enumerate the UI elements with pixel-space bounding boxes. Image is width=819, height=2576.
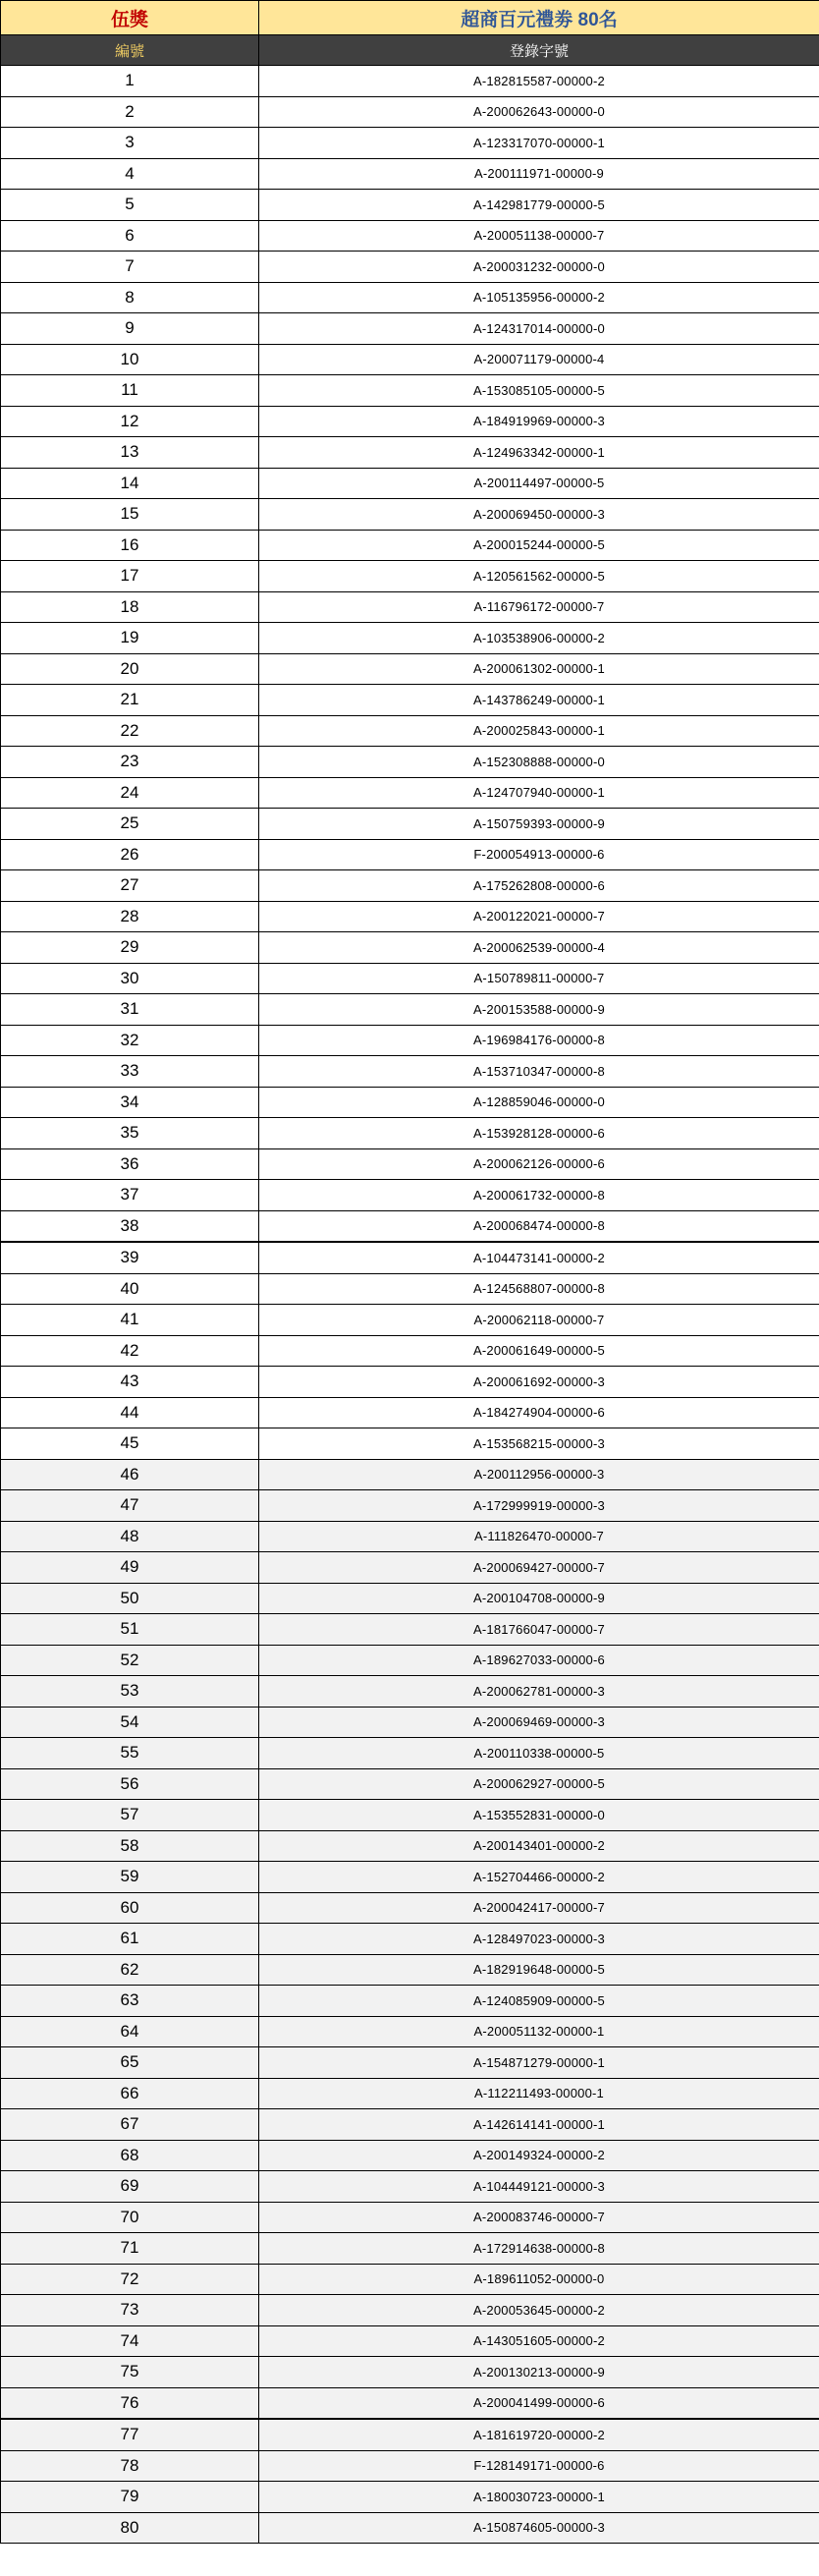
row-number: 51 <box>1 1614 259 1646</box>
table-row <box>1 1707 819 1738</box>
row-number: 34 <box>1 1087 259 1118</box>
registration-code: A-200061302-00000-1 <box>259 653 819 685</box>
table-row <box>1 1954 819 1986</box>
registration-code: A-124963342-00000-1 <box>259 437 819 469</box>
table-row <box>1 1583 819 1614</box>
registration-code: A-200051138-00000-7 <box>259 220 819 252</box>
table-row <box>1 1862 819 1893</box>
registration-code: A-200143401-00000-2 <box>259 1830 819 1862</box>
prize-title: 伍獎 <box>1 1 259 35</box>
table-row <box>1 313 819 345</box>
registration-code: A-200069450-00000-3 <box>259 499 819 531</box>
registration-code: A-184919969-00000-3 <box>259 406 819 437</box>
table-row <box>1 2450 819 2482</box>
table-row <box>1 2295 819 2326</box>
row-number: 58 <box>1 1830 259 1862</box>
row-number: 54 <box>1 1707 259 1738</box>
table-row <box>1 1335 819 1367</box>
row-number: 48 <box>1 1521 259 1552</box>
row-number: 55 <box>1 1738 259 1769</box>
registration-code: A-200061732-00000-8 <box>259 1180 819 1211</box>
table-row <box>1 1800 819 1831</box>
row-number: 45 <box>1 1428 259 1460</box>
row-number: 9 <box>1 313 259 345</box>
registration-code: A-200061692-00000-3 <box>259 1367 819 1398</box>
registration-code: A-143786249-00000-1 <box>259 685 819 716</box>
table-row <box>1 1025 819 1056</box>
registration-code: A-200062781-00000-3 <box>259 1676 819 1708</box>
registration-code: A-152704466-00000-2 <box>259 1862 819 1893</box>
registration-code: A-200053645-00000-2 <box>259 2295 819 2326</box>
table-row <box>1 499 819 531</box>
row-number: 62 <box>1 1954 259 1986</box>
registration-code: A-200083746-00000-7 <box>259 2202 819 2233</box>
row-number: 39 <box>1 1242 259 1273</box>
table-row <box>1 158 819 190</box>
table-row <box>1 128 819 159</box>
row-number: 14 <box>1 468 259 499</box>
table-row <box>1 809 819 840</box>
table-row <box>1 96 819 128</box>
registration-code: A-142614141-00000-1 <box>259 2109 819 2141</box>
row-number: 37 <box>1 1180 259 1211</box>
row-number: 25 <box>1 809 259 840</box>
registration-code: A-200122021-00000-7 <box>259 901 819 932</box>
registration-code: A-153710347-00000-8 <box>259 1056 819 1088</box>
registration-code: A-200114497-00000-5 <box>259 468 819 499</box>
row-number: 3 <box>1 128 259 159</box>
registration-code: A-189627033-00000-6 <box>259 1645 819 1676</box>
row-number: 77 <box>1 2419 259 2450</box>
registration-code: A-112211493-00000-1 <box>259 2078 819 2109</box>
registration-code: F-200054913-00000-6 <box>259 839 819 870</box>
row-number: 11 <box>1 375 259 407</box>
row-number: 44 <box>1 1397 259 1428</box>
row-number: 32 <box>1 1025 259 1056</box>
table-row <box>1 561 819 592</box>
table-row <box>1 2419 819 2450</box>
registration-code: A-124568807-00000-8 <box>259 1273 819 1305</box>
row-number: 56 <box>1 1768 259 1800</box>
row-number: 52 <box>1 1645 259 1676</box>
registration-code: A-200062118-00000-7 <box>259 1305 819 1336</box>
registration-code: F-128149171-00000-6 <box>259 2450 819 2482</box>
registration-code: A-111826470-00000-7 <box>259 1521 819 1552</box>
row-number: 7 <box>1 252 259 283</box>
table-row <box>1 623 819 654</box>
table-row <box>1 282 819 313</box>
row-number: 67 <box>1 2109 259 2141</box>
table-row <box>1 777 819 809</box>
table-row <box>1 901 819 932</box>
table-row <box>1 2325 819 2357</box>
registration-code: A-200062126-00000-6 <box>259 1148 819 1180</box>
row-number: 76 <box>1 2387 259 2419</box>
table-row <box>1 1397 819 1428</box>
prize-description: 超商百元禮劵 80名 <box>259 1 819 35</box>
registration-code: A-200153588-00000-9 <box>259 994 819 1026</box>
row-number: 79 <box>1 2482 259 2513</box>
row-number: 36 <box>1 1148 259 1180</box>
table-row <box>1 1645 819 1676</box>
table-row <box>1 1892 819 1924</box>
table-row <box>1 2387 819 2419</box>
registration-code: A-150789811-00000-7 <box>259 963 819 994</box>
registration-code: A-200042417-00000-7 <box>259 1892 819 1924</box>
registration-code: A-196984176-00000-8 <box>259 1025 819 1056</box>
table-row <box>1 190 819 221</box>
row-number: 18 <box>1 591 259 623</box>
row-number: 66 <box>1 2078 259 2109</box>
row-number: 64 <box>1 2016 259 2047</box>
registration-code: A-200062539-00000-4 <box>259 932 819 964</box>
column-header-number: 編號 <box>1 35 259 66</box>
table-row <box>1 932 819 964</box>
registration-code: A-200051132-00000-1 <box>259 2016 819 2047</box>
row-number: 20 <box>1 653 259 685</box>
table-row <box>1 870 819 902</box>
table-row <box>1 1490 819 1522</box>
registration-code: A-189611052-00000-0 <box>259 2264 819 2295</box>
registration-code: A-104449121-00000-3 <box>259 2171 819 2203</box>
registration-code: A-200025843-00000-1 <box>259 715 819 747</box>
registration-code: A-200031232-00000-0 <box>259 252 819 283</box>
registration-code: A-143051605-00000-2 <box>259 2325 819 2357</box>
table-row <box>1 1552 819 1584</box>
table-row <box>1 2047 819 2079</box>
column-header-row <box>1 35 819 66</box>
row-number: 70 <box>1 2202 259 2233</box>
registration-code: A-105135956-00000-2 <box>259 282 819 313</box>
registration-code: A-200130213-00000-9 <box>259 2357 819 2388</box>
table-row <box>1 1118 819 1149</box>
registration-code: A-124085909-00000-5 <box>259 1986 819 2017</box>
registration-code: A-181766047-00000-7 <box>259 1614 819 1646</box>
row-number: 63 <box>1 1986 259 2017</box>
table-row <box>1 715 819 747</box>
registration-code: A-142981779-00000-5 <box>259 190 819 221</box>
row-number: 31 <box>1 994 259 1026</box>
table-row <box>1 375 819 407</box>
table-row <box>1 220 819 252</box>
registration-code: A-200149324-00000-2 <box>259 2140 819 2171</box>
row-number: 24 <box>1 777 259 809</box>
table-row <box>1 2078 819 2109</box>
registration-code: A-200069427-00000-7 <box>259 1552 819 1584</box>
table-row <box>1 2171 819 2203</box>
table-row <box>1 1738 819 1769</box>
table-row <box>1 1056 819 1088</box>
table-row <box>1 1428 819 1460</box>
row-number: 15 <box>1 499 259 531</box>
row-number: 53 <box>1 1676 259 1708</box>
row-number: 68 <box>1 2140 259 2171</box>
table-row <box>1 2109 819 2141</box>
registration-code: A-123317070-00000-1 <box>259 128 819 159</box>
registration-code: A-153928128-00000-6 <box>259 1118 819 1149</box>
table-row <box>1 437 819 469</box>
registration-code: A-184274904-00000-6 <box>259 1397 819 1428</box>
registration-code: A-200041499-00000-6 <box>259 2387 819 2419</box>
row-number: 30 <box>1 963 259 994</box>
table-row <box>1 1305 819 1336</box>
registration-code: A-128497023-00000-3 <box>259 1924 819 1955</box>
row-number: 80 <box>1 2512 259 2544</box>
registration-code: A-150759393-00000-9 <box>259 809 819 840</box>
row-number: 5 <box>1 190 259 221</box>
row-number: 38 <box>1 1210 259 1242</box>
registration-code: A-150874605-00000-3 <box>259 2512 819 2544</box>
registration-code: A-116796172-00000-7 <box>259 591 819 623</box>
row-number: 13 <box>1 437 259 469</box>
registration-code: A-175262808-00000-6 <box>259 870 819 902</box>
table-row <box>1 2140 819 2171</box>
table-row <box>1 963 819 994</box>
table-row <box>1 1676 819 1708</box>
registration-code: A-200068474-00000-8 <box>259 1210 819 1242</box>
table-row <box>1 1148 819 1180</box>
table-row <box>1 747 819 778</box>
registration-code: A-182919648-00000-5 <box>259 1954 819 1986</box>
registration-code: A-182815587-00000-2 <box>259 66 819 97</box>
table-row <box>1 1459 819 1490</box>
table-row <box>1 839 819 870</box>
registration-code: A-181619720-00000-2 <box>259 2419 819 2450</box>
row-number: 60 <box>1 1892 259 1924</box>
table-row <box>1 1830 819 1862</box>
registration-code: A-200112956-00000-3 <box>259 1459 819 1490</box>
table-row <box>1 2512 819 2544</box>
registration-code: A-200061649-00000-5 <box>259 1335 819 1367</box>
row-number: 8 <box>1 282 259 313</box>
row-number: 65 <box>1 2047 259 2079</box>
table-row <box>1 1242 819 1273</box>
row-number: 46 <box>1 1459 259 1490</box>
registration-code: A-200104708-00000-9 <box>259 1583 819 1614</box>
table-row <box>1 344 819 375</box>
row-number: 12 <box>1 406 259 437</box>
registration-code: A-103538906-00000-2 <box>259 623 819 654</box>
title-row <box>1 1 819 35</box>
row-number: 41 <box>1 1305 259 1336</box>
row-number: 40 <box>1 1273 259 1305</box>
row-number: 72 <box>1 2264 259 2295</box>
registration-code: A-152308888-00000-0 <box>259 747 819 778</box>
table-row <box>1 2233 819 2265</box>
table-row <box>1 1180 819 1211</box>
row-number: 42 <box>1 1335 259 1367</box>
row-number: 50 <box>1 1583 259 1614</box>
row-number: 61 <box>1 1924 259 1955</box>
registration-code: A-200071179-00000-4 <box>259 344 819 375</box>
table-row <box>1 2357 819 2388</box>
row-number: 71 <box>1 2233 259 2265</box>
row-number: 17 <box>1 561 259 592</box>
column-header-registration: 登錄字號 <box>259 35 819 66</box>
row-number: 33 <box>1 1056 259 1088</box>
table-row <box>1 994 819 1026</box>
row-number: 16 <box>1 530 259 561</box>
table-row <box>1 1924 819 1955</box>
registration-code: A-124707940-00000-1 <box>259 777 819 809</box>
registration-code: A-200062643-00000-0 <box>259 96 819 128</box>
registration-code: A-200111971-00000-9 <box>259 158 819 190</box>
table-row <box>1 1087 819 1118</box>
table-row <box>1 2202 819 2233</box>
table-row <box>1 1521 819 1552</box>
row-number: 26 <box>1 839 259 870</box>
registration-code: A-153085105-00000-5 <box>259 375 819 407</box>
table-row <box>1 2264 819 2295</box>
row-number: 47 <box>1 1490 259 1522</box>
registration-code: A-120561562-00000-5 <box>259 561 819 592</box>
table-row <box>1 1273 819 1305</box>
registration-code: A-154871279-00000-1 <box>259 2047 819 2079</box>
row-number: 2 <box>1 96 259 128</box>
row-number: 4 <box>1 158 259 190</box>
table-row <box>1 2482 819 2513</box>
registration-code: A-200015244-00000-5 <box>259 530 819 561</box>
registration-code: A-153552831-00000-0 <box>259 1800 819 1831</box>
row-number: 1 <box>1 66 259 97</box>
row-number: 59 <box>1 1862 259 1893</box>
row-number: 22 <box>1 715 259 747</box>
table-row <box>1 2016 819 2047</box>
registration-code: A-124317014-00000-0 <box>259 313 819 345</box>
registration-code: A-180030723-00000-1 <box>259 2482 819 2513</box>
row-number: 21 <box>1 685 259 716</box>
registration-code: A-172999919-00000-3 <box>259 1490 819 1522</box>
row-number: 19 <box>1 623 259 654</box>
table-row <box>1 1210 819 1242</box>
table-row <box>1 685 819 716</box>
table-row <box>1 468 819 499</box>
table-row <box>1 1768 819 1800</box>
registration-code: A-200110338-00000-5 <box>259 1738 819 1769</box>
row-number: 73 <box>1 2295 259 2326</box>
row-number: 23 <box>1 747 259 778</box>
row-number: 27 <box>1 870 259 902</box>
row-number: 74 <box>1 2325 259 2357</box>
row-number: 43 <box>1 1367 259 1398</box>
table-row <box>1 1986 819 2017</box>
table-row <box>1 252 819 283</box>
registration-code: A-104473141-00000-2 <box>259 1242 819 1273</box>
row-number: 69 <box>1 2171 259 2203</box>
registration-code: A-128859046-00000-0 <box>259 1087 819 1118</box>
table-row <box>1 406 819 437</box>
row-number: 57 <box>1 1800 259 1831</box>
registration-code: A-153568215-00000-3 <box>259 1428 819 1460</box>
registration-code: A-172914638-00000-8 <box>259 2233 819 2265</box>
table-row <box>1 530 819 561</box>
row-number: 6 <box>1 220 259 252</box>
row-number: 28 <box>1 901 259 932</box>
table-row <box>1 653 819 685</box>
row-number: 29 <box>1 932 259 964</box>
registration-code: A-200069469-00000-3 <box>259 1707 819 1738</box>
table-row <box>1 66 819 97</box>
table-row <box>1 591 819 623</box>
table-row <box>1 1614 819 1646</box>
table-row <box>1 1367 819 1398</box>
row-number: 35 <box>1 1118 259 1149</box>
row-number: 10 <box>1 344 259 375</box>
registration-code: A-200062927-00000-5 <box>259 1768 819 1800</box>
row-number: 49 <box>1 1552 259 1584</box>
row-number: 75 <box>1 2357 259 2388</box>
row-number: 78 <box>1 2450 259 2482</box>
